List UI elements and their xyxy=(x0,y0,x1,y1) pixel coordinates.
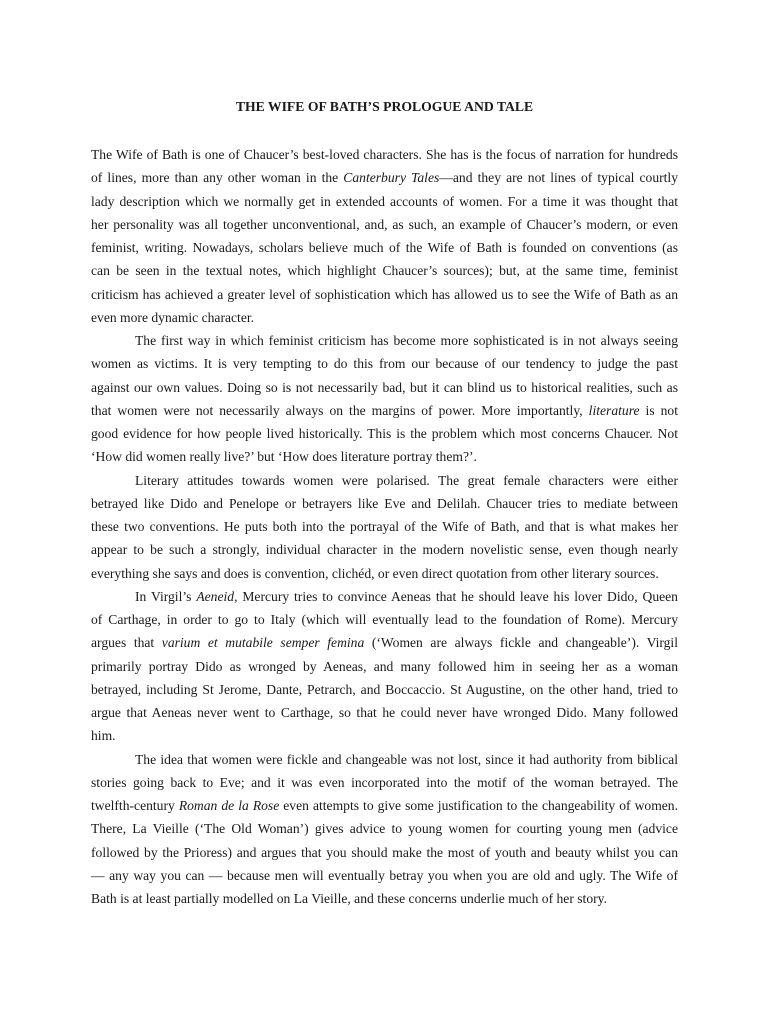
text-line xyxy=(91,841,678,864)
text-line xyxy=(91,376,678,399)
text-line xyxy=(91,399,678,422)
text-run: stories going back to Eve; and it was even incorporated into the motif of the woman betrayed. The xyxy=(91,774,678,790)
text-run: The idea that women were fickle and changeable was not lost, since it had authority from biblical xyxy=(135,751,678,767)
text-line xyxy=(91,678,678,701)
text-run: criticism has achieved a greater level of sophistication which has allowed us to see the Wife of Bath as an xyxy=(91,286,678,302)
text-run: primarily portray Dido as wronged by Aeneas, and many followed him in seeing her as a woman xyxy=(91,658,678,674)
text-line xyxy=(91,352,678,375)
text-line xyxy=(91,236,678,259)
text-run: (‘Women are always fickle and changeable’). Virgil xyxy=(364,635,678,651)
text-line xyxy=(91,445,678,468)
text-run: There, La Vieille (‘The Old Woman’) gives advice to young women for courting young men (advice xyxy=(91,821,678,837)
text-line xyxy=(91,562,678,585)
text-run: women as victims. It is very tempting to do this from our because of our tendency to judge the past xyxy=(91,356,678,372)
paragraph xyxy=(91,329,678,469)
italic-text: literature xyxy=(588,402,640,418)
text-run: argue that Aeneas never went to Carthage, so that he could never have wronged Dido. Many followed xyxy=(91,705,678,720)
text-line xyxy=(91,329,678,352)
paragraph xyxy=(91,585,678,748)
text-run: , Mercury tries to convince Aeneas that he should leave his lover Dido, Queen xyxy=(234,588,678,604)
text-run: her personality was all together unconventional, and, as such, an example of Chaucer’s modern, or even xyxy=(91,216,678,232)
paragraph xyxy=(91,469,678,585)
paragraph xyxy=(91,143,678,329)
text-line xyxy=(91,585,678,608)
text-line xyxy=(91,283,678,306)
text-run: good evidence for how people lived historically. This is the problem which most concerns Chaucer. Not xyxy=(91,426,678,441)
text-run: everything she says and does is convention, clichéd, or even direct quotation from other literary sources. xyxy=(91,565,659,581)
text-line xyxy=(91,794,678,817)
text-line xyxy=(91,724,678,747)
text-run: betrayed like Dido and Penelope or betrayers like Eve and Delilah. Chaucer tries to mediate between xyxy=(91,495,678,511)
text-run: that women were not necessarily always on the margins of power. More importantly, xyxy=(91,402,589,418)
text-run: twelfth-century xyxy=(91,798,179,813)
text-run: —and they are not lines of typical courtly xyxy=(439,170,678,186)
text-run: even more dynamic character. xyxy=(91,309,255,325)
italic-text: Aeneid xyxy=(196,588,235,604)
text-line xyxy=(91,190,678,213)
text-run: Literary attitudes towards women were polarised. The great female characters were either xyxy=(135,472,678,488)
text-line xyxy=(91,771,678,794)
text-line xyxy=(91,631,678,654)
text-run: even attempts to give some justification to the changeability of women. xyxy=(279,798,678,813)
text-line xyxy=(91,701,678,724)
text-line xyxy=(91,166,678,189)
text-line xyxy=(91,213,678,236)
text-run: In Virgil’s xyxy=(135,588,197,604)
text-run: feminist, writing. Nowadays, scholars believe much of the Wife of Bath is founded on conventions (as xyxy=(91,240,678,255)
text-line xyxy=(91,515,678,538)
text-run: — any way you can — because men will eventually betray you when you are old and ugly. The Wife of xyxy=(91,867,678,883)
text-line xyxy=(91,608,678,631)
text-run: Bath is at least partially modelled on La Vieille, and these concerns underlie much of her story. xyxy=(91,891,607,906)
text-line xyxy=(91,817,678,840)
text-run: The first way in which feminist criticism has become more sophisticated is in not always seeing xyxy=(135,333,678,348)
text-line xyxy=(91,469,678,492)
italic-text: Canterbury Tales xyxy=(343,170,440,186)
text-run: lady description which we normally get in extended accounts of women. For a time it was thought that xyxy=(91,193,678,209)
text-line xyxy=(91,655,678,678)
text-line xyxy=(91,492,678,515)
text-run: is not xyxy=(639,402,678,418)
text-run: appear to be such a strongly, individual character in the modern novelistic sense, even though nearly xyxy=(91,542,678,558)
italic-text: varium et mutabile semper femina xyxy=(161,635,365,651)
text-run: The Wife of Bath is one of Chaucer’s best-loved characters. She has is the focus of narration for hundreds xyxy=(91,147,678,162)
text-run: of Carthage, in order to go to Italy (which will eventually lead to the foundation of Rome). Mercury xyxy=(91,612,678,627)
text-line xyxy=(91,538,678,561)
text-run: followed by the Prioress) and argues that you should make the most of youth and beauty whilst you can xyxy=(91,844,678,860)
text-run: of lines, more than any other woman in the xyxy=(91,170,344,186)
text-line xyxy=(91,887,678,910)
text-line xyxy=(91,864,678,887)
text-run: betrayed, including St Jerome, Dante, Petrarch, and Boccaccio. St Augustine, on the other hand, tried to xyxy=(91,681,678,697)
text-run: these two conventions. He puts both into the portrayal of the Wife of Bath, and that is what makes her xyxy=(91,519,678,534)
text-run: him. xyxy=(91,728,116,744)
text-run: can be seen in the textual notes, which highlight Chaucer’s sources); but, at the same time, feminist xyxy=(91,263,678,279)
text-line xyxy=(91,422,678,445)
document-title: THE WIFE OF BATH’S PROLOGUE AND TALE xyxy=(235,99,534,114)
text-line xyxy=(91,143,678,166)
text-line xyxy=(91,306,678,329)
document-body xyxy=(91,143,678,910)
text-line xyxy=(91,259,678,282)
text-run: ‘How did women really live?’ but ‘How does literature portray them?’. xyxy=(91,449,477,465)
italic-text: Roman de la Rose xyxy=(178,798,280,813)
text-line xyxy=(91,748,678,771)
text-run: argues that xyxy=(91,635,162,651)
paragraph xyxy=(91,748,678,911)
text-run: against our own values. Doing so is not necessarily bad, but it can blind us to historical realities, such as xyxy=(91,379,678,395)
